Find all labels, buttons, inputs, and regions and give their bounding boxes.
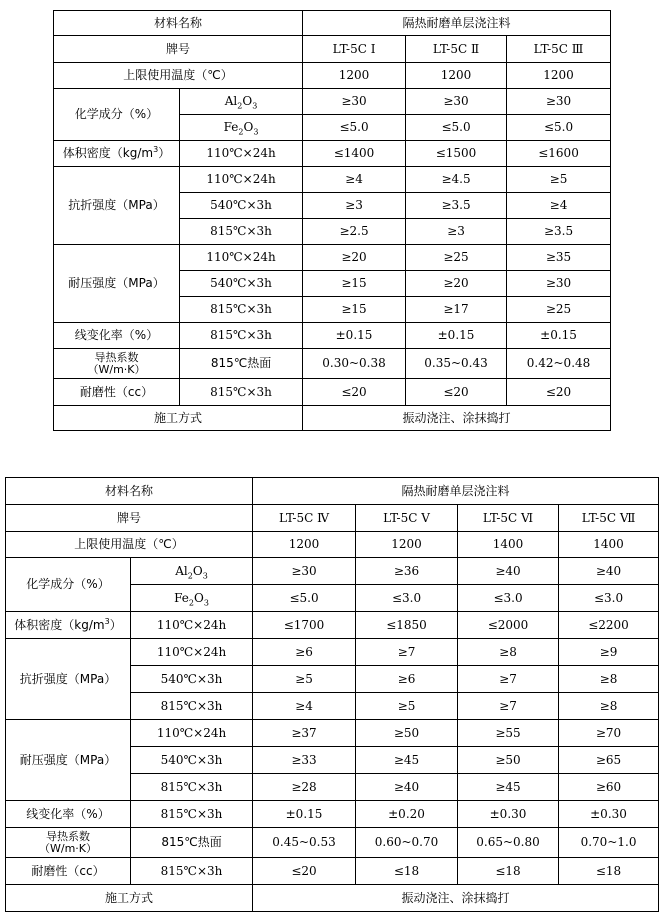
density-cell: ≤1850 <box>356 612 458 639</box>
thermal-conductivity-label-line1: 导热系数 <box>46 829 90 843</box>
flexural-cell: ≥2.5 <box>303 219 406 245</box>
compressive-cell: ≥30 <box>507 271 611 297</box>
density-cell: ≤1700 <box>253 612 356 639</box>
flexural-cell: ≥8 <box>559 666 659 693</box>
grade-cell: LT-5C Ⅶ <box>559 505 659 532</box>
chem-label: 化学成分（%） <box>54 89 180 141</box>
linear-change-cell: ±0.15 <box>303 323 406 349</box>
wear-resistance-label: 耐磨性（cc） <box>54 379 180 406</box>
compressive-cell: ≥55 <box>458 720 559 747</box>
flexural-cell: ≥4.5 <box>406 167 507 193</box>
compressive-strength-label: 耐压强度（MPa） <box>54 245 180 323</box>
flexural-cell: ≥4 <box>303 167 406 193</box>
thermal-conductivity-cell: 0.65~0.80 <box>458 828 559 858</box>
thermal-conductivity-label-line2: （W/m·K） <box>38 841 97 855</box>
compressive-condition: 110℃×24h <box>131 720 253 747</box>
linear-change-cell: ±0.15 <box>507 323 611 349</box>
fe2o3-label: $Fe_2O_3$ <box>180 115 303 141</box>
density-cell: ≤1600 <box>507 141 611 167</box>
temp-label: 上限使用温度（℃） <box>6 532 253 558</box>
compressive-cell: ≥50 <box>356 720 458 747</box>
fe2o3-cell: ≤3.0 <box>458 585 559 612</box>
temp-cell: 1200 <box>356 532 458 558</box>
compressive-cell: ≥65 <box>559 747 659 774</box>
wear-resistance-cell: ≤18 <box>356 858 458 885</box>
thermal-conductivity-label-line1: 导热系数 <box>94 350 139 364</box>
temp-cell: 1200 <box>253 532 356 558</box>
spec-table-2 <box>5 477 659 912</box>
table-row <box>54 323 611 349</box>
linear-change-condition: 815℃×3h <box>131 801 253 828</box>
al2o3-cell: ≥30 <box>507 89 611 115</box>
compressive-condition: 815℃×3h <box>180 297 303 323</box>
thermal-conductivity-cell: 0.42~0.48 <box>507 349 611 379</box>
al2o3-cell: ≥30 <box>406 89 507 115</box>
grade-cell: LT-5C Ⅴ <box>356 505 458 532</box>
fe2o3-cell: ≤5.0 <box>406 115 507 141</box>
flexural-cell: ≥5 <box>253 666 356 693</box>
compressive-strength-label: 耐压强度（MPa） <box>6 720 131 801</box>
chem-label: 化学成分（%） <box>6 558 131 612</box>
flexural-cell: ≥3 <box>303 193 406 219</box>
construction-method-label: 施工方式 <box>54 406 303 431</box>
table-row <box>54 349 611 379</box>
grade-cell: LT-5C Ⅵ <box>458 505 559 532</box>
al2o3-label: $Al_2O_3$ <box>180 89 303 115</box>
flexural-cell: ≥8 <box>458 639 559 666</box>
table-row <box>54 245 611 271</box>
density-label: 体积密度$(kg/m^3)$ <box>6 612 131 639</box>
table-row <box>54 406 611 431</box>
compressive-cell: ≥20 <box>406 271 507 297</box>
table-row <box>54 11 611 36</box>
header-material-name: 材料名称 <box>6 478 253 505</box>
density-condition: 110℃×24h <box>180 141 303 167</box>
spec-table-1 <box>53 10 611 431</box>
flexural-cell: ≥3.5 <box>507 219 611 245</box>
construction-method-label: 施工方式 <box>6 885 253 912</box>
thermal-conductivity-cell: 0.35~0.43 <box>406 349 507 379</box>
table-row <box>6 801 659 828</box>
compressive-cell: ≥17 <box>406 297 507 323</box>
thermal-conductivity-label <box>54 349 180 379</box>
compressive-cell: ≥15 <box>303 271 406 297</box>
temp-cell: 1400 <box>559 532 659 558</box>
table-row <box>54 379 611 406</box>
temp-cell: 1200 <box>406 63 507 89</box>
flexural-cell: ≥4 <box>507 193 611 219</box>
fe2o3-cell: ≤3.0 <box>356 585 458 612</box>
wear-resistance-cell: ≤18 <box>559 858 659 885</box>
table-row <box>54 63 611 89</box>
compressive-condition: 110℃×24h <box>180 245 303 271</box>
compressive-condition: 540℃×3h <box>131 747 253 774</box>
table-row <box>6 612 659 639</box>
linear-change-cell: ±0.15 <box>406 323 507 349</box>
table-row <box>54 167 611 193</box>
al2o3-cell: ≥30 <box>303 89 406 115</box>
compressive-cell: ≥25 <box>507 297 611 323</box>
flexural-condition: 815℃×3h <box>180 219 303 245</box>
al2o3-cell: ≥40 <box>458 558 559 585</box>
table-row <box>6 639 659 666</box>
table-row <box>6 532 659 558</box>
density-condition: 110℃×24h <box>131 612 253 639</box>
wear-resistance-condition: 815℃×3h <box>131 858 253 885</box>
linear-change-cell: ±0.15 <box>253 801 356 828</box>
wear-resistance-cell: ≤20 <box>406 379 507 406</box>
compressive-cell: ≥60 <box>559 774 659 801</box>
grade-label: 牌号 <box>6 505 253 532</box>
temp-cell: 1400 <box>458 532 559 558</box>
temp-label: 上限使用温度（℃） <box>54 63 303 89</box>
density-cell: ≤1400 <box>303 141 406 167</box>
header-material-name: 材料名称 <box>54 11 303 36</box>
compressive-cell: ≥37 <box>253 720 356 747</box>
al2o3-cell: ≥40 <box>559 558 659 585</box>
compressive-cell: ≥15 <box>303 297 406 323</box>
flexural-cell: ≥7 <box>356 639 458 666</box>
table-row <box>54 36 611 63</box>
header-product-name: 隔热耐磨单层浇注料 <box>253 478 659 505</box>
table-row <box>6 558 659 585</box>
thermal-conductivity-cell: 0.60~0.70 <box>356 828 458 858</box>
table-row <box>6 828 659 858</box>
flexural-cell: ≥9 <box>559 639 659 666</box>
compressive-cell: ≥20 <box>303 245 406 271</box>
header-product-name: 隔热耐磨单层浇注料 <box>303 11 611 36</box>
grade-cell: LT-5C Ⅳ <box>253 505 356 532</box>
construction-method-value: 振动浇注、涂抹捣打 <box>253 885 659 912</box>
flexural-cell: ≥3 <box>406 219 507 245</box>
compressive-cell: ≥40 <box>356 774 458 801</box>
table-row <box>54 89 611 115</box>
flexural-cell: ≥3.5 <box>406 193 507 219</box>
table-row <box>6 885 659 912</box>
wear-resistance-label: 耐磨性（cc） <box>6 858 131 885</box>
wear-resistance-cell: ≤20 <box>253 858 356 885</box>
flexural-cell: ≥8 <box>559 693 659 720</box>
fe2o3-cell: ≤5.0 <box>303 115 406 141</box>
grade-cell: LT-5C Ⅱ <box>406 36 507 63</box>
compressive-cell: ≥28 <box>253 774 356 801</box>
thermal-conductivity-condition: 815℃热面 <box>180 349 303 379</box>
table-row <box>6 478 659 505</box>
flexural-cell: ≥7 <box>458 666 559 693</box>
flexural-condition: 110℃×24h <box>180 167 303 193</box>
flexural-cell: ≥4 <box>253 693 356 720</box>
temp-cell: 1200 <box>303 63 406 89</box>
density-cell: ≤1500 <box>406 141 507 167</box>
thermal-conductivity-cell: 0.70~1.0 <box>559 828 659 858</box>
thermal-conductivity-cell: 0.45~0.53 <box>253 828 356 858</box>
wear-resistance-cell: ≤18 <box>458 858 559 885</box>
flexural-cell: ≥5 <box>507 167 611 193</box>
linear-change-condition: 815℃×3h <box>180 323 303 349</box>
flexural-condition: 540℃×3h <box>180 193 303 219</box>
compressive-cell: ≥45 <box>356 747 458 774</box>
table-row <box>6 720 659 747</box>
fe2o3-cell: ≤5.0 <box>507 115 611 141</box>
fe2o3-cell: ≤5.0 <box>253 585 356 612</box>
al2o3-cell: ≥30 <box>253 558 356 585</box>
fe2o3-label: $Fe_2O_3$ <box>131 585 253 612</box>
table-row <box>6 505 659 532</box>
linear-change-cell: ±0.20 <box>356 801 458 828</box>
compressive-cell: ≥70 <box>559 720 659 747</box>
flexural-strength-label: 抗折强度（MPa） <box>6 639 131 720</box>
flexural-condition: 815℃×3h <box>131 693 253 720</box>
linear-change-label: 线变化率（%） <box>6 801 131 828</box>
flexural-strength-label: 抗折强度（MPa） <box>54 167 180 245</box>
construction-method-value: 振动浇注、涂抹捣打 <box>303 406 611 431</box>
compressive-condition: 815℃×3h <box>131 774 253 801</box>
thermal-conductivity-label-line2: （W/m·K） <box>87 362 146 376</box>
table-row <box>6 858 659 885</box>
flexural-condition: 110℃×24h <box>131 639 253 666</box>
table-row <box>54 141 611 167</box>
wear-resistance-condition: 815℃×3h <box>180 379 303 406</box>
al2o3-cell: ≥36 <box>356 558 458 585</box>
compressive-cell: ≥50 <box>458 747 559 774</box>
flexural-cell: ≥5 <box>356 693 458 720</box>
compressive-cell: ≥33 <box>253 747 356 774</box>
fe2o3-cell: ≤3.0 <box>559 585 659 612</box>
linear-change-label: 线变化率（%） <box>54 323 180 349</box>
wear-resistance-cell: ≤20 <box>507 379 611 406</box>
linear-change-cell: ±0.30 <box>458 801 559 828</box>
density-cell: ≤2000 <box>458 612 559 639</box>
density-cell: ≤2200 <box>559 612 659 639</box>
grade-label: 牌号 <box>54 36 303 63</box>
flexural-cell: ≥6 <box>356 666 458 693</box>
compressive-cell: ≥35 <box>507 245 611 271</box>
grade-cell: LT-5C Ⅲ <box>507 36 611 63</box>
flexural-cell: ≥7 <box>458 693 559 720</box>
linear-change-cell: ±0.30 <box>559 801 659 828</box>
al2o3-label: $Al_2O_3$ <box>131 558 253 585</box>
thermal-conductivity-condition: 815℃热面 <box>131 828 253 858</box>
compressive-condition: 540℃×3h <box>180 271 303 297</box>
wear-resistance-cell: ≤20 <box>303 379 406 406</box>
grade-cell: LT-5C Ⅰ <box>303 36 406 63</box>
density-label: 体积密度$(kg/m^3)$ <box>54 141 180 167</box>
compressive-cell: ≥45 <box>458 774 559 801</box>
compressive-cell: ≥25 <box>406 245 507 271</box>
flexural-condition: 540℃×3h <box>131 666 253 693</box>
temp-cell: 1200 <box>507 63 611 89</box>
thermal-conductivity-cell: 0.30~0.38 <box>303 349 406 379</box>
flexural-cell: ≥6 <box>253 639 356 666</box>
thermal-conductivity-label <box>6 828 131 858</box>
